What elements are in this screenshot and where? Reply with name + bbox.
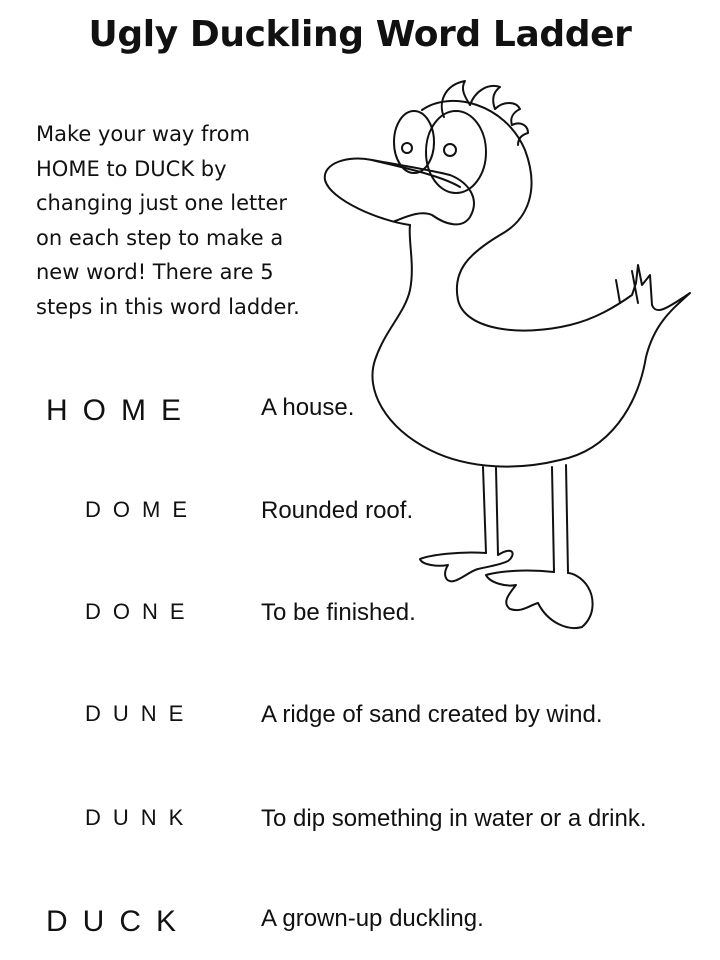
ladder-word: DUNE	[85, 701, 196, 726]
ladder-row-dunk	[0, 805, 720, 845]
ladder-clue: A ridge of sand created by wind.	[261, 701, 603, 728]
ladder-clue: A grown-up duckling.	[261, 905, 484, 932]
ladder-word: DOME	[85, 497, 199, 522]
ladder-row-duck	[0, 905, 720, 945]
ladder-clue: Rounded roof.	[261, 497, 414, 524]
ladder-clue: To dip something in water or a drink.	[261, 805, 647, 832]
ladder-clue: To be finished.	[261, 599, 416, 626]
page-title: Ugly Duckling Word Ladder	[88, 14, 632, 55]
ladder-row-dune	[0, 701, 720, 741]
ladder-word: HOME	[46, 394, 196, 427]
ladder-word: DUCK	[46, 905, 192, 938]
ladder-row-home	[0, 394, 720, 434]
ladder-word: DONE	[85, 599, 197, 624]
instructions-text: Make your way from HOME to DUCK by changing just one letter on each step to make a new word! There are 5 steps in this word ladder.	[36, 122, 300, 319]
ladder-clue: A house.	[261, 394, 355, 421]
ladder-word: DUNK	[85, 805, 196, 830]
ladder-row-dome	[0, 497, 720, 537]
ladder-row-done	[0, 599, 720, 639]
